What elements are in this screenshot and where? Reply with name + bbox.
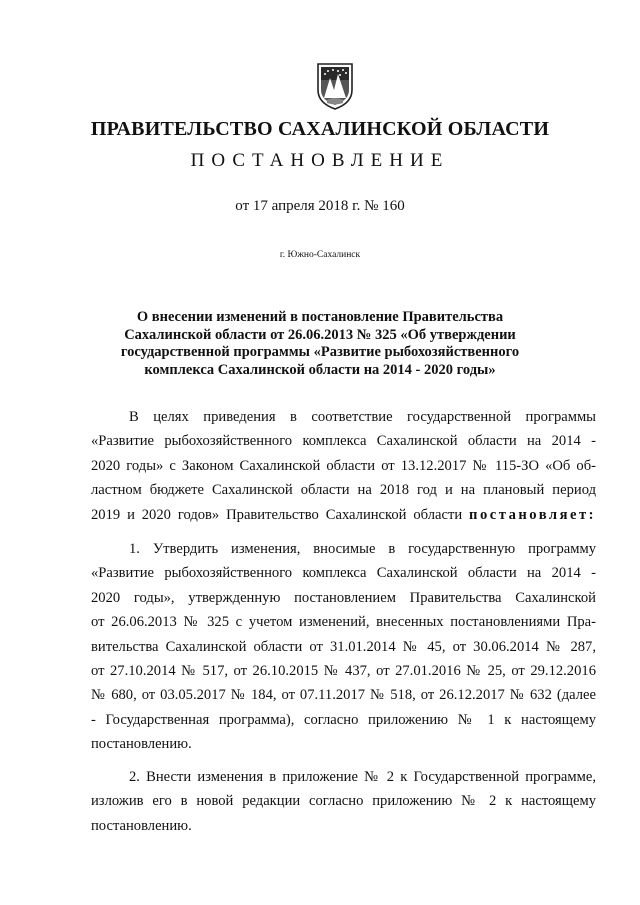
paragraph-line: от 26.06.2013 № 325 с учетом изменений, внесенных постановлениями Пра- bbox=[91, 614, 596, 631]
paragraph-line: вительства Сахалинской области от 31.01.2014 № 45, от 30.06.2014 № 287, bbox=[91, 638, 596, 655]
subject-line: Сахалинской области от 26.06.2013 № 325 «Об утверждении bbox=[124, 326, 516, 343]
paragraph-line: изложив его в новой редакции согласно приложению № 2 к настоящему bbox=[91, 793, 596, 810]
paragraph-line: - Государственная программа), согласно приложению № 1 к настоящему bbox=[91, 711, 596, 728]
paragraph-line: № 680, от 03.05.2017 № 184, от 07.11.2017 № 518, от 26.12.2017 № 632 (далее bbox=[91, 687, 596, 704]
paragraph-line-decree bbox=[91, 503, 596, 527]
paragraph-line: «Развитие рыбохозяйственного комплекса Сахалинской области на 2014 - bbox=[91, 433, 596, 450]
document-date-number: от 17 апреля 2018 г. № 160 bbox=[235, 198, 405, 214]
preamble-paragraph bbox=[91, 405, 596, 527]
paragraph-line: 2020 годы», утвержденную постановлением Правительства Сахалинской bbox=[91, 589, 596, 606]
document-city: г. Южно-Сахалинск bbox=[279, 250, 361, 260]
paragraph-line: 2. Внести изменения в приложение № 2 к Государственной программе, bbox=[129, 769, 596, 785]
preamble-closing-text: 2019 и 2020 годов» Правительство Сахалинской области bbox=[91, 506, 463, 523]
paragraph-line: постановлению. bbox=[91, 817, 192, 834]
paragraph-line: «Развитие рыбохозяйственного комплекса Сахалинской области на 2014 - bbox=[91, 565, 596, 582]
item-2-paragraph bbox=[91, 765, 596, 838]
sakhalin-coat-of-arms-icon bbox=[315, 60, 355, 110]
subject-line: О внесении изменений в постановление Правительства bbox=[136, 309, 504, 325]
item-1-paragraph bbox=[91, 537, 596, 757]
paragraph-line: ластном бюджете Сахалинской области на 2018 год и на плановый период bbox=[91, 482, 596, 499]
document-subject bbox=[100, 309, 540, 379]
government-title: ПРАВИТЕЛЬСТВО САХАЛИНСКОЙ ОБЛАСТИ bbox=[90, 118, 550, 140]
subject-line: государственной программы «Развитие рыбохозяйственного bbox=[120, 344, 520, 360]
decree-word: постановляет: bbox=[469, 506, 596, 523]
paragraph-line: 1. Утвердить изменения, вносимые в государственную программу bbox=[129, 541, 596, 557]
subject-line: комплекса Сахалинской области на 2014 - 2020 годы» bbox=[144, 361, 496, 378]
paragraph-line: В целях приведения в соответствие государственной программы bbox=[129, 409, 596, 425]
paragraph-line: от 27.10.2014 № 517, от 26.10.2015 № 437, от 27.01.2016 № 25, от 29.12.2016 bbox=[91, 662, 596, 679]
paragraph-line: постановлению. bbox=[91, 736, 192, 753]
document-type: ПОСТАНОВЛЕНИЕ bbox=[190, 150, 450, 171]
paragraph-line: 2020 годы» с Законом Сахалинской области от 13.12.2017 № 115-ЗО «Об об- bbox=[91, 457, 596, 474]
